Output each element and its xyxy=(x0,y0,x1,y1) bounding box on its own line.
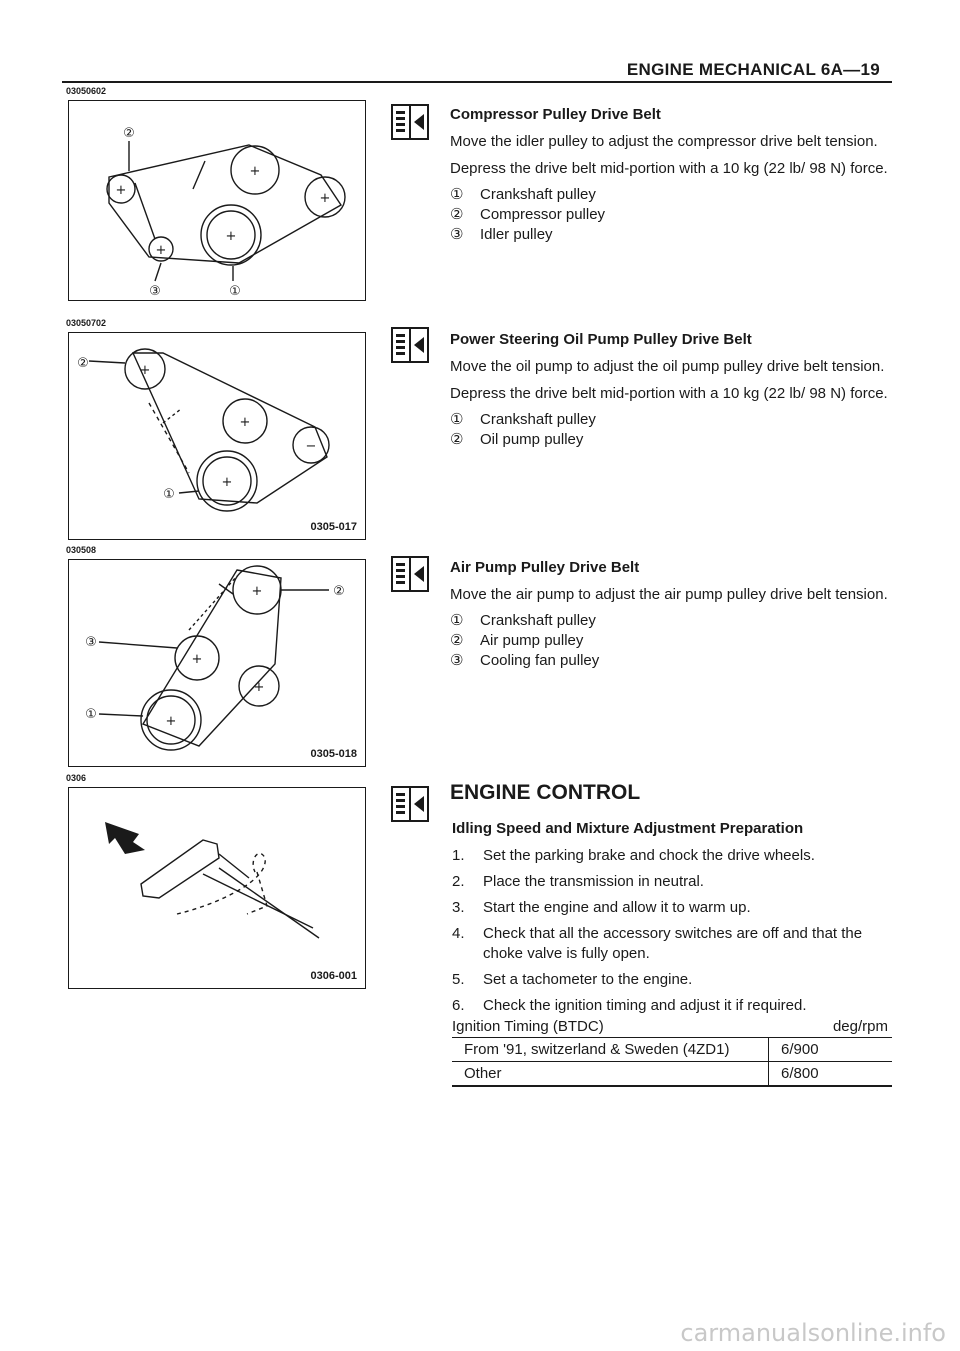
header-left: Ignition Timing (BTDC) xyxy=(452,1018,604,1035)
figure-3-drawing xyxy=(69,560,365,766)
table-cell-label xyxy=(452,1038,769,1061)
step-text: Place the transmission in neutral. xyxy=(483,873,704,890)
callout: ③ xyxy=(149,284,161,299)
callout: ① xyxy=(163,487,175,502)
list-item xyxy=(450,631,890,651)
page-header-title: ENGINE MECHANICAL 6A—19 xyxy=(626,60,880,79)
parts-list xyxy=(450,185,890,245)
svg-text:+: + xyxy=(221,475,233,490)
step-number: 2. xyxy=(452,873,465,890)
step-text: Check that all the accessory switches are off and that the choke valve is fully open. xyxy=(483,925,863,962)
item-number: ② xyxy=(450,206,464,223)
callout: ③ xyxy=(85,635,97,650)
figure-1-compressor-belt xyxy=(68,100,366,301)
section-title: Power Steering Oil Pump Pulley Drive Belt xyxy=(450,331,752,348)
list-item xyxy=(450,225,890,245)
figure-3-air-pump-belt xyxy=(68,559,366,767)
callout: ② xyxy=(333,584,345,599)
list-item xyxy=(450,185,890,205)
section-paragraph: Move the oil pump to adjust the oil pump pulley drive belt tension. xyxy=(450,358,885,375)
svg-text:+: + xyxy=(225,229,237,244)
section-title: Compressor Pulley Drive Belt xyxy=(450,106,661,123)
callout: ① xyxy=(229,284,241,299)
step-item xyxy=(452,924,892,964)
table-cell-label xyxy=(452,1062,769,1085)
step-item xyxy=(452,970,892,990)
item-label: Crankshaft pulley xyxy=(480,411,596,428)
item-number: ① xyxy=(450,612,464,629)
preparation-steps xyxy=(452,846,892,1022)
section-compressor-belt xyxy=(450,104,890,245)
svg-text:+: + xyxy=(239,415,251,430)
table-cell-value: 6/900 xyxy=(781,1041,819,1058)
item-number: ① xyxy=(450,186,464,203)
step-text: Start the engine and allow it to warm up. xyxy=(483,899,751,916)
engine-control-heading: ENGINE CONTROL xyxy=(450,781,641,804)
item-label: Cooling fan pulley xyxy=(480,652,600,669)
section-paragraph: Depress the drive belt mid-portion with a 10 kg (22 lb/ 98 N) force. xyxy=(450,160,888,177)
svg-text:+: + xyxy=(115,183,127,198)
parts-list xyxy=(450,611,890,671)
list-item xyxy=(450,651,890,671)
section-title: Air Pump Pulley Drive Belt xyxy=(450,559,640,576)
list-item xyxy=(450,410,890,430)
svg-text:+: + xyxy=(253,680,265,695)
list-item xyxy=(450,430,890,450)
step-item xyxy=(452,872,892,892)
figure-2-id: 03050702 xyxy=(66,318,107,328)
table-cell-value: 6/800 xyxy=(781,1065,819,1082)
step-number: 5. xyxy=(452,971,465,988)
item-label: Crankshaft pulley xyxy=(480,186,596,203)
step-text: Check the ignition timing and adjust it if required. xyxy=(483,997,807,1014)
figure-2-power-steering-belt xyxy=(68,332,366,540)
figure-4-id: 0306 xyxy=(66,773,87,783)
step-item xyxy=(452,898,892,918)
table-row xyxy=(452,1038,892,1062)
inspection-book-icon xyxy=(391,786,429,822)
svg-text:+: + xyxy=(191,652,203,667)
list-item xyxy=(450,205,890,225)
item-number: ① xyxy=(450,411,464,428)
figure-3-id: 030508 xyxy=(66,545,97,555)
table-row xyxy=(452,1062,892,1087)
step-text: Set a tachometer to the engine. xyxy=(483,971,693,988)
section-paragraph: Move the air pump to adjust the air pump pulley drive belt tension. xyxy=(450,586,888,603)
svg-text:+: + xyxy=(165,714,177,729)
svg-text:+: + xyxy=(251,584,263,599)
item-label: Idler pulley xyxy=(480,226,553,243)
item-label: Air pump pulley xyxy=(480,632,584,649)
item-label: Compressor pulley xyxy=(480,206,606,223)
callout: ② xyxy=(77,356,89,371)
watermark: carmanualsonline.info xyxy=(680,1319,946,1347)
step-item xyxy=(452,846,892,866)
figure-2-drawing xyxy=(69,333,365,539)
item-number: ② xyxy=(450,632,464,649)
svg-text:+: + xyxy=(155,243,167,258)
section-paragraph: Move the idler pulley to adjust the compressor drive belt tension. xyxy=(450,133,878,150)
section-air-pump-belt xyxy=(450,557,890,671)
figure-1-drawing xyxy=(69,101,365,300)
inspection-book-icon xyxy=(391,556,429,592)
section-power-steering-belt xyxy=(450,329,890,450)
figure-4-code: 0306-001 xyxy=(310,970,357,982)
header-right: deg/rpm xyxy=(832,1018,888,1035)
figure-2-code: 0305-017 xyxy=(310,521,357,533)
table-header xyxy=(452,1018,892,1038)
step-text: Set the parking brake and chock the drive wheels. xyxy=(483,847,815,864)
step-number: 6. xyxy=(452,997,465,1014)
callout: ② xyxy=(123,126,135,141)
section-paragraph: Depress the drive belt mid-portion with a 10 kg (22 lb/ 98 N) force. xyxy=(450,385,888,402)
figure-3-code: 0305-018 xyxy=(310,748,357,760)
step-item xyxy=(452,996,892,1016)
inspection-book-icon xyxy=(391,327,429,363)
figure-1-id: 03050602 xyxy=(66,86,107,96)
ignition-timing-table xyxy=(452,1018,892,1087)
item-label: Crankshaft pulley xyxy=(480,612,596,629)
figure-4-tension-gauge xyxy=(68,787,366,989)
item-number: ③ xyxy=(450,226,464,243)
cell-text: From '91, switzerland & Sweden (4ZD1) xyxy=(464,1041,730,1058)
parts-list xyxy=(450,410,890,450)
step-number: 4. xyxy=(452,925,465,942)
header-rule xyxy=(62,81,892,83)
idling-subheading: Idling Speed and Mixture Adjustment Preparation xyxy=(452,820,804,837)
cell-text: Other xyxy=(464,1065,502,1082)
inspection-book-icon xyxy=(391,104,429,140)
item-label: Oil pump pulley xyxy=(480,431,584,448)
item-number: ③ xyxy=(450,652,464,669)
step-number: 3. xyxy=(452,899,465,916)
svg-text:+: + xyxy=(139,363,151,378)
item-number: ② xyxy=(450,431,464,448)
svg-text:−: − xyxy=(305,439,317,454)
svg-text:+: + xyxy=(249,164,261,179)
svg-text:+: + xyxy=(319,191,331,206)
figure-4-drawing xyxy=(69,788,365,988)
callout: ① xyxy=(85,707,97,722)
step-number: 1. xyxy=(452,847,465,864)
list-item xyxy=(450,611,890,631)
